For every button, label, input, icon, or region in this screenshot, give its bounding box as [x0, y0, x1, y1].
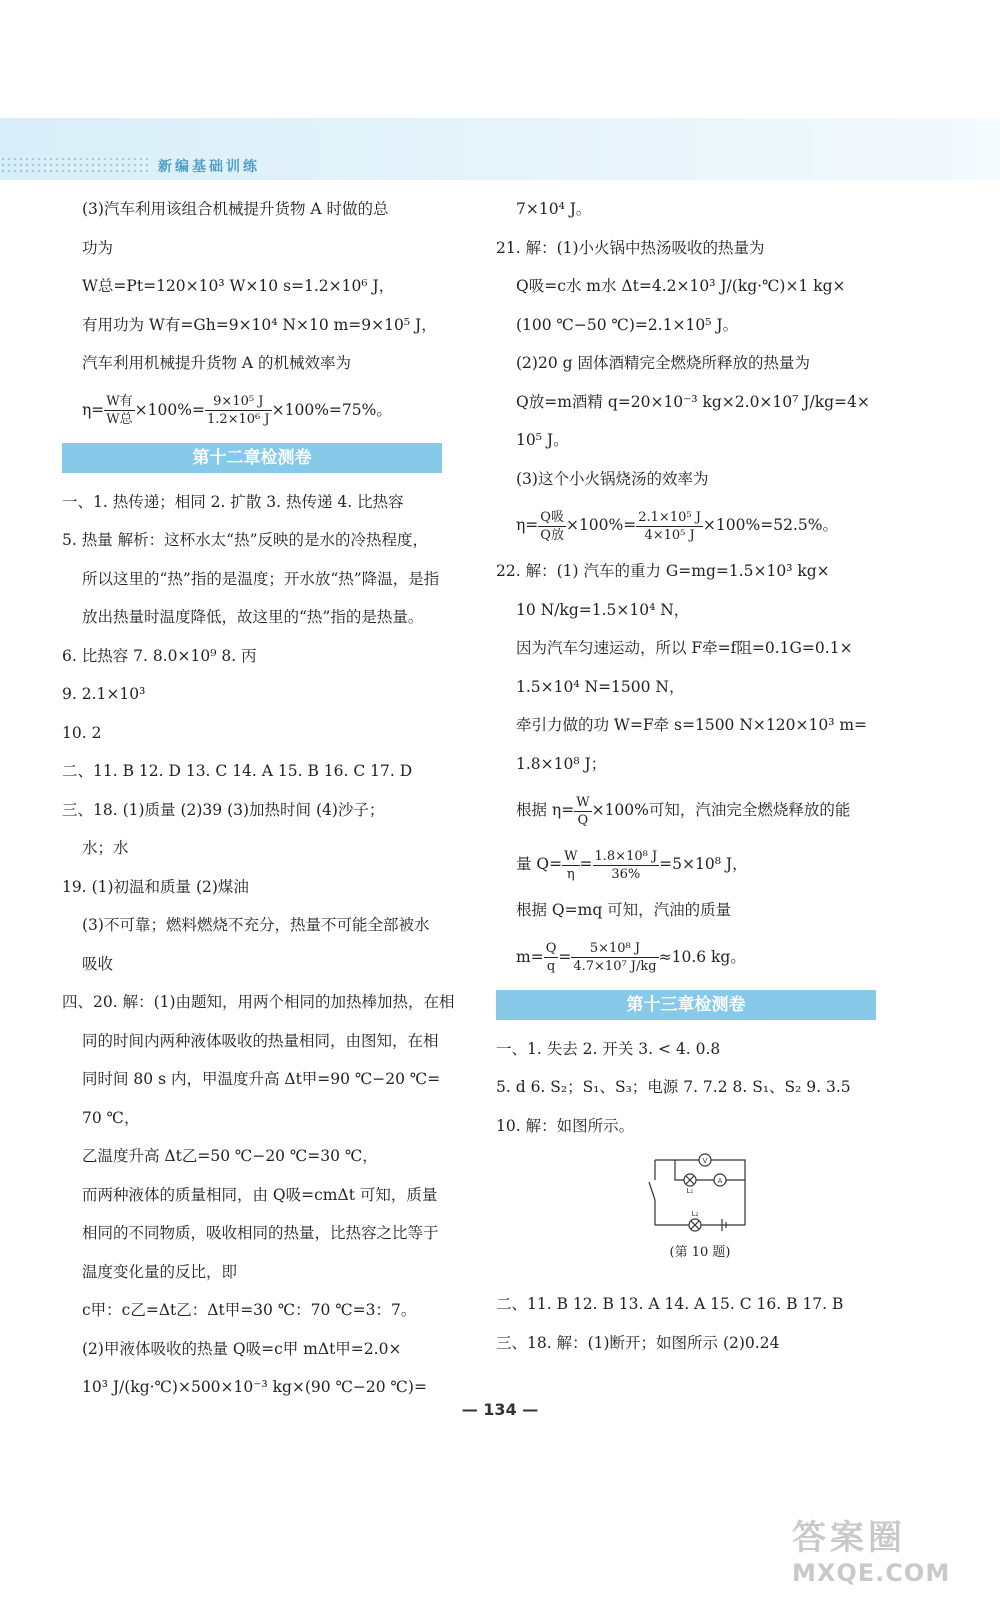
- answer-line: 10 N/kg=1.5×10⁴ N，: [516, 600, 690, 619]
- header-title: 新编基础训练: [158, 159, 260, 175]
- text-line: 功为: [82, 238, 114, 257]
- answer-line: 1.5×10⁴ N=1500 N，: [516, 677, 685, 696]
- answer-line: 根据 Q=mq 可知，汽油的质量: [516, 901, 732, 919]
- answer-line: 21. 解：(1)小火锅中热汤吸收的热量为: [496, 238, 765, 257]
- answer-line: 所以这里的“热”指的是温度；开水放“热”降温，是指: [82, 569, 440, 588]
- circuit-diagram: [640, 1145, 760, 1235]
- answer-line: 同时间 80 s 内，甲温度升高 Δt甲=90 ℃−20 ℃=: [82, 1070, 441, 1088]
- answer-line: 因为汽车匀速运动，所以 F牵=f阻=0.1G=0.1×: [516, 639, 853, 657]
- page-header: [0, 118, 1000, 180]
- fraction: $\frac{Q}{q}$: [545, 941, 557, 974]
- answer-line: 22. 解：(1) 汽车的重力 G=mg=1.5×10³ kg×: [496, 562, 830, 580]
- answer-line: 10⁵ J。: [516, 431, 569, 449]
- answer-line: (2)20 g 固体酒精完全燃烧所释放的热量为: [516, 354, 810, 372]
- text-line: (3)汽车利用该组合机械提升货物 A 时做的总: [82, 200, 389, 218]
- answer-line: 7×10⁴ J。: [516, 200, 592, 218]
- fraction: $\frac{W}{\eta}$: [564, 848, 578, 882]
- text-line: 有用功为 W有=Gh=9×10⁴ N×10 m=9×10⁵ J，: [82, 315, 437, 334]
- header-dot-pattern: [0, 156, 150, 174]
- left-column: [62, 190, 472, 1407]
- answer-line: 6. 比热容 7. 8.0×10⁹ 8. 丙: [62, 646, 257, 665]
- lamp2-label: L₂: [691, 1210, 699, 1218]
- answer-line: 10. 解：如图所示。: [496, 1116, 635, 1135]
- answer-line: Q放=m酒精 q=20×10⁻³ kg×2.0×10⁷ J/kg=4×: [516, 392, 870, 411]
- answer-line: (3)这个小火锅烧汤的效率为: [516, 469, 709, 488]
- answer-line: (100 ℃−50 ℃)=2.1×10⁵ J。: [516, 315, 739, 334]
- fraction: $\frac{\text{5×10⁸ J}}{\text{4.7×10⁷ J/kg}}$: [573, 941, 657, 974]
- page-number: — 134 —: [461, 1400, 539, 1419]
- answer-line: 5. 热量 解析：这杯水太“热”反映的是水的冷热程度，: [62, 531, 428, 549]
- answer-line: 牵引力做的功 W=F牵 s=1500 N×120×10³ m=: [516, 716, 868, 734]
- answer-line: 水；水: [82, 839, 129, 857]
- answer-line: 10. 2: [62, 723, 102, 742]
- answer-line: 5. d 6. S₂；S₁、S₃；电源 7. 7.2 8. S₁、S₂ 9. 3.5: [496, 1078, 851, 1096]
- circuit-figure: [496, 1145, 904, 1285]
- answer-line: (2)甲液体吸收的热量 Q吸=c甲 mΔt甲=2.0×: [82, 1339, 402, 1358]
- answer-line: 三、18. (1)质量 (2)39 (3)加热时间 (4)沙子；: [62, 800, 385, 819]
- answer-line: (3)不可靠；燃料燃烧不充分，热量不可能全部被水: [82, 916, 430, 934]
- answer-line: 同的时间内两种液体吸收的热量相同，由图知，在相: [82, 1031, 439, 1050]
- formula-line: 量 Q= $\frac{W}{\eta}$ = $\frac{\text{1.8×10⁸ J}}{36\%}$ =5×10⁸ J，: [516, 848, 748, 882]
- formula-line: m= $\frac{Q}{q}$ = $\frac{\text{5×10⁸ J}}{\text{4.7×10⁷ J/kg}}$ ≈10.6 kg。: [516, 941, 746, 974]
- answer-line: 三、18. 解：(1)断开；如图所示 (2)0.24: [496, 1333, 780, 1352]
- fraction: $\frac{\text{W有}}{\text{W总}}$: [106, 394, 133, 427]
- text-line: W总=Pt=120×10³ W×10 s=1.2×10⁶ J，: [82, 277, 395, 295]
- answer-line: 吸收: [82, 954, 114, 973]
- answer-line: 70 ℃，: [82, 1108, 140, 1127]
- answer-line: 而两种液体的质量相同，由 Q吸=cmΔt 可知，质量: [82, 1185, 438, 1204]
- answer-line: 9. 2.1×10³: [62, 685, 146, 703]
- ammeter-label: A: [717, 1177, 723, 1185]
- fraction: $\frac{\text{2.1×10⁵ J}}{\text{4×10⁵ J}}$: [638, 509, 701, 543]
- figure-caption: (第 10 题): [669, 1245, 731, 1260]
- chapter-12-banner: 第十二章检测卷: [62, 443, 442, 473]
- watermark: [792, 1510, 972, 1590]
- answer-line: 10³ J/(kg·℃)×500×10⁻³ kg×(90 ℃−20 ℃)=: [82, 1378, 427, 1396]
- answer-line: 放出热量时温度降低，故这里的“热”指的是热量。: [82, 608, 424, 626]
- fraction: $\frac{\text{9×10⁵ J}}{\text{1.2×10⁶ J}}$: [206, 394, 270, 427]
- answer-line: 1.8×10⁸ J；: [516, 754, 607, 773]
- lamp1-label: L₁: [686, 1187, 694, 1195]
- text-line: 汽车利用机械提升货物 A 的机械效率为: [82, 354, 352, 372]
- chapter-13-banner: 第十三章检测卷: [496, 990, 876, 1020]
- right-column: [496, 190, 904, 1362]
- answer-line: 二、11. B 12. D 13. C 14. A 15. B 16. C 17. D: [62, 762, 413, 780]
- formula-line: η= $\frac{\text{Q吸}}{\text{Q放}}$ ×100%= $\frac{\text{2.1×10⁵ J}}{\text{4×10⁵ J}}$ ×100%=52.5%。: [516, 509, 838, 543]
- answer-line: 四、20. 解：(1)由题知，用两个相同的加热棒加热，在相: [62, 993, 455, 1011]
- watermark-text: 答案圈: [792, 1518, 906, 1558]
- formula-line: η= $\frac{\text{W有}}{\text{W总}}$ ×100%= $\frac{\text{9×10⁵ J}}{\text{1.2×10⁶ J}}$ ×100%=75%。: [82, 394, 392, 427]
- top-margin: [0, 0, 1000, 118]
- answer-line: 乙温度升高 Δt乙=50 ℃−20 ℃=30 ℃，: [82, 1147, 378, 1165]
- answer-line: 一、1. 热传递；相同 2. 扩散 3. 热传递 4. 比热容: [62, 492, 404, 511]
- answer-line: Q吸=c水 m水 Δt=4.2×10³ J/(kg·℃)×1 kg×: [516, 277, 846, 295]
- watermark-url: MXQE.COM: [792, 1559, 951, 1587]
- answer-line: 一、1. 失去 2. 开关 3. < 4. 0.8: [496, 1039, 721, 1058]
- answer-line: 相同的不同物质，吸收相同的热量，比热容之比等于: [82, 1224, 439, 1242]
- answer-line: c甲：c乙=Δt乙：Δt甲=30 ℃：70 ℃=3：7。: [82, 1301, 417, 1319]
- answer-line: 温度变化量的反比，即: [82, 1262, 238, 1281]
- fraction: $\frac{W}{Q}$: [576, 794, 590, 828]
- voltmeter-label: V: [702, 1157, 708, 1165]
- answer-line: 二、11. B 12. B 13. A 14. A 15. C 16. B 17. B: [496, 1295, 844, 1313]
- formula-line: 根据 η= $\frac{W}{Q}$ ×100%可知，汽油完全燃烧释放的能: [516, 794, 851, 828]
- fraction: $\frac{\text{Q吸}}{\text{Q放}}$: [540, 509, 564, 543]
- fraction: $\frac{\text{1.8×10⁸ J}}{36\%}$: [594, 848, 658, 882]
- answer-line: 19. (1)初温和质量 (2)煤油: [62, 877, 249, 896]
